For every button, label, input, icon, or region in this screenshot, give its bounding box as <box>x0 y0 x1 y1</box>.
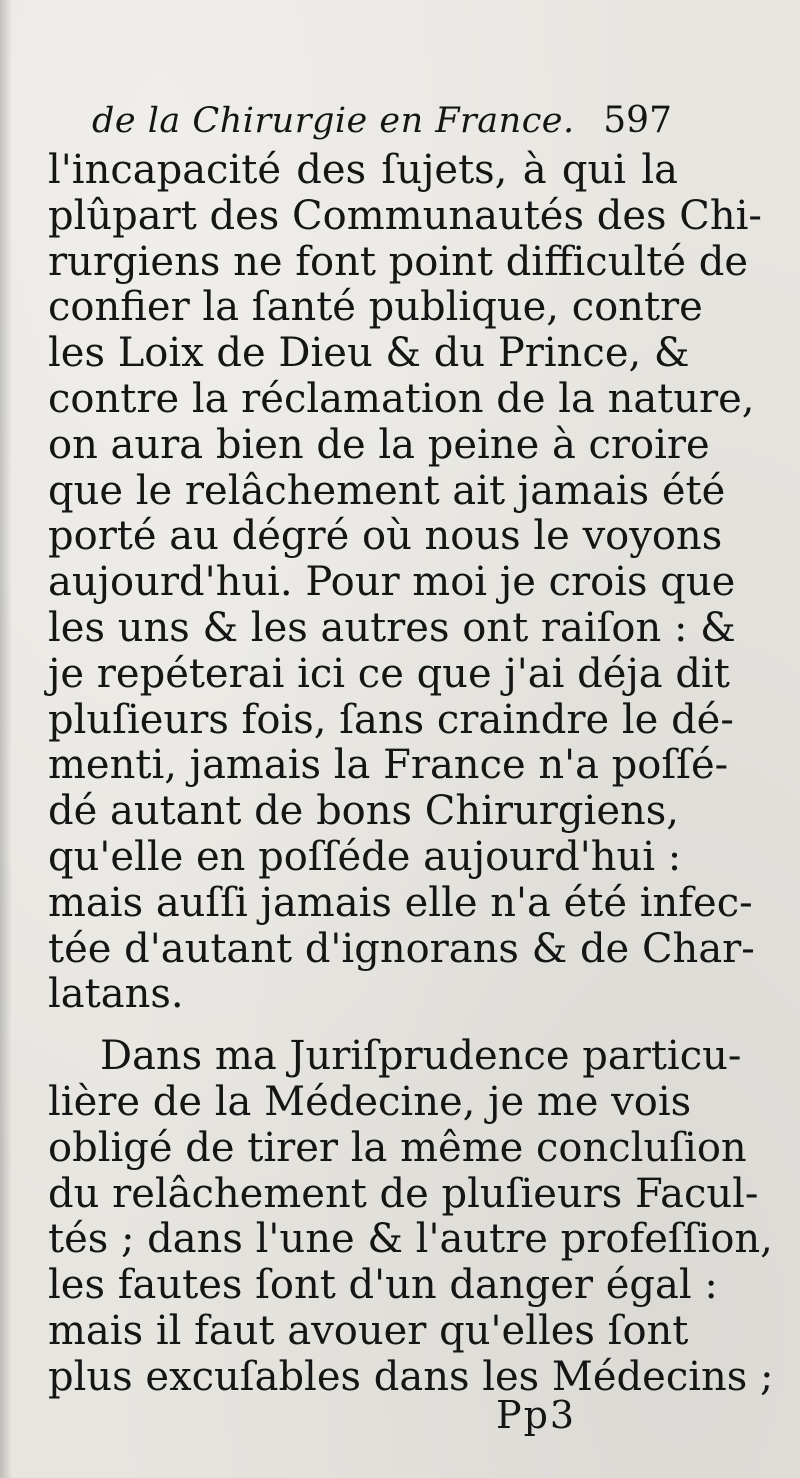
signature-mark: Pp3 <box>496 1393 577 1437</box>
text-line: les Loix de Dieu & du Prince, & <box>48 330 690 377</box>
text-line: les uns & les autres ont raiſon : & <box>48 604 736 651</box>
text-line: latans. <box>48 971 184 1018</box>
text-line: pluſieurs fois, ſans craindre le dé- <box>48 696 734 743</box>
running-title: de la Chirurgie en France. <box>92 101 575 141</box>
paragraph <box>48 147 762 1018</box>
text-line: mais auſſi jamais elle n'a été infec- <box>48 879 753 926</box>
paragraph <box>48 1033 774 1400</box>
text-line: l'incapacité des ſujets, à qui la <box>48 147 678 193</box>
text-line: menti, jamais la France n'a poſſé- <box>48 742 729 789</box>
text-line: tés ; dans l'une & l'autre profeſſion, <box>48 1216 773 1263</box>
text-line: confier la ſanté publique, contre <box>48 284 703 331</box>
text-line: je repéterai ici ce que j'ai déja dit <box>48 650 730 697</box>
text-line: du relâchement de pluſieurs Facul- <box>48 1170 759 1217</box>
text-line: plus excuſables dans les Médecins ; <box>48 1353 774 1400</box>
text-line: dé autant de bons Chirurgiens, <box>48 788 679 835</box>
text-line: les fautes ſont d'un danger égal : <box>48 1262 718 1309</box>
text-line: contre la réclamation de la nature, <box>48 375 755 422</box>
page-number: 597 <box>603 100 672 141</box>
text-line: obligé de tirer la même concluſion <box>48 1124 747 1171</box>
body-text <box>48 147 774 1401</box>
text-line: plûpart des Communautés des Chi- <box>48 192 762 239</box>
page-gutter-shadow <box>0 0 12 1478</box>
text-line: Dans ma Juriſprudence particu- <box>100 1033 742 1080</box>
text-line: qu'elle en poſſéde aujourd'hui : <box>48 833 682 880</box>
text-line: rurgiens ne font point difficulté de <box>48 238 748 285</box>
text-line: que le relâchement ait jamais été <box>48 467 726 514</box>
paragraph-gap <box>48 1018 678 1034</box>
text-line: on aura bien de la peine à croire <box>48 421 710 468</box>
text-line: lière de la Médecine, je me vois <box>48 1078 692 1125</box>
text-line: porté au dégré où nous le voyons <box>48 513 723 560</box>
running-head <box>92 96 682 146</box>
text-line: aujourd'hui. Pour moi je crois que <box>48 559 736 606</box>
text-line: mais il faut avouer qu'elles ſont <box>48 1307 689 1354</box>
text-line: tée d'autant d'ignorans & de Char- <box>48 925 755 972</box>
